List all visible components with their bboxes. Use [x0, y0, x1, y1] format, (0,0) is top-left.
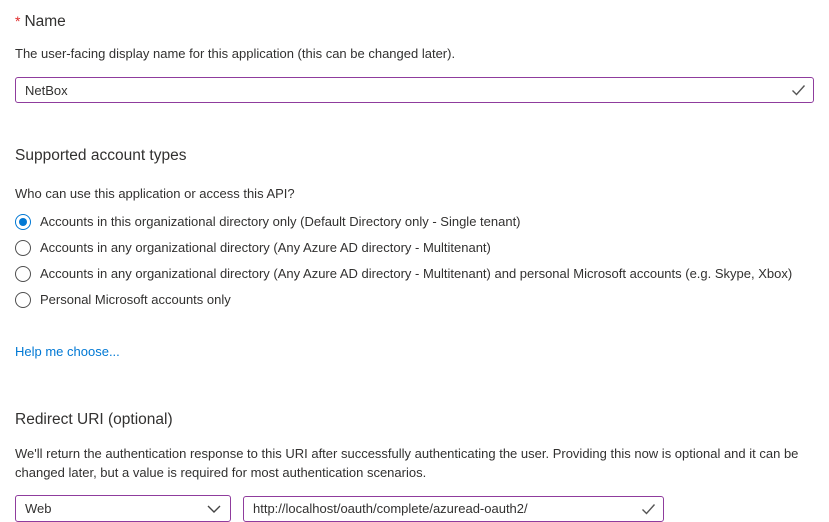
- radio-option-multitenant-personal[interactable]: [15, 266, 814, 282]
- name-input[interactable]: [15, 77, 814, 103]
- name-input-wrap: [15, 77, 814, 103]
- redirect-uri-title: Redirect URI (optional): [15, 411, 173, 428]
- chevron-down-icon: [207, 504, 221, 513]
- name-field-label: [15, 11, 814, 32]
- radio-button-icon[interactable]: [15, 240, 31, 256]
- account-types-radio-group: [15, 214, 814, 308]
- radio-option-single-tenant[interactable]: [15, 214, 814, 230]
- platform-select-value: Web: [25, 501, 52, 516]
- radio-option-label: Accounts in any organizational directory (Any Azure AD directory - Multitenant) and personal Microsoft accounts (e.g. Skype, Xbox): [40, 266, 793, 281]
- supported-account-types-title: Supported account types: [15, 147, 187, 164]
- redirect-uri-row: [15, 495, 814, 522]
- radio-option-label: Accounts in any organizational directory (Any Azure AD directory - Multitenant): [40, 240, 491, 255]
- redirect-uri-input-wrap: [243, 496, 664, 522]
- radio-option-multitenant[interactable]: [15, 240, 814, 256]
- radio-button-icon[interactable]: [15, 292, 31, 308]
- radio-option-label: Accounts in this organizational directory only (Default Directory only - Single tenant): [40, 214, 521, 229]
- radio-button-icon[interactable]: [15, 214, 31, 230]
- name-label-text: Name: [24, 13, 66, 30]
- account-types-question: Who can use this application or access this API?: [15, 186, 295, 201]
- supported-account-types-section: [15, 146, 814, 361]
- redirect-uri-section: [15, 410, 814, 522]
- radio-button-icon[interactable]: [15, 266, 31, 282]
- help-me-choose-link[interactable]: Help me choose...: [15, 344, 120, 359]
- name-field-description: The user-facing display name for this application (this can be changed later).: [15, 46, 456, 61]
- redirect-uri-description: We'll return the authentication response to this URI after successfully authenticating the user. Providing this now is optional and it can be changed later, but a value is required for most authentication scenarios.: [15, 446, 799, 480]
- platform-select-dropdown[interactable]: [15, 495, 231, 522]
- radio-option-personal-only[interactable]: [15, 292, 814, 308]
- radio-option-label: Personal Microsoft accounts only: [40, 292, 231, 307]
- redirect-uri-input[interactable]: [243, 496, 664, 522]
- required-asterisk: *: [15, 13, 21, 29]
